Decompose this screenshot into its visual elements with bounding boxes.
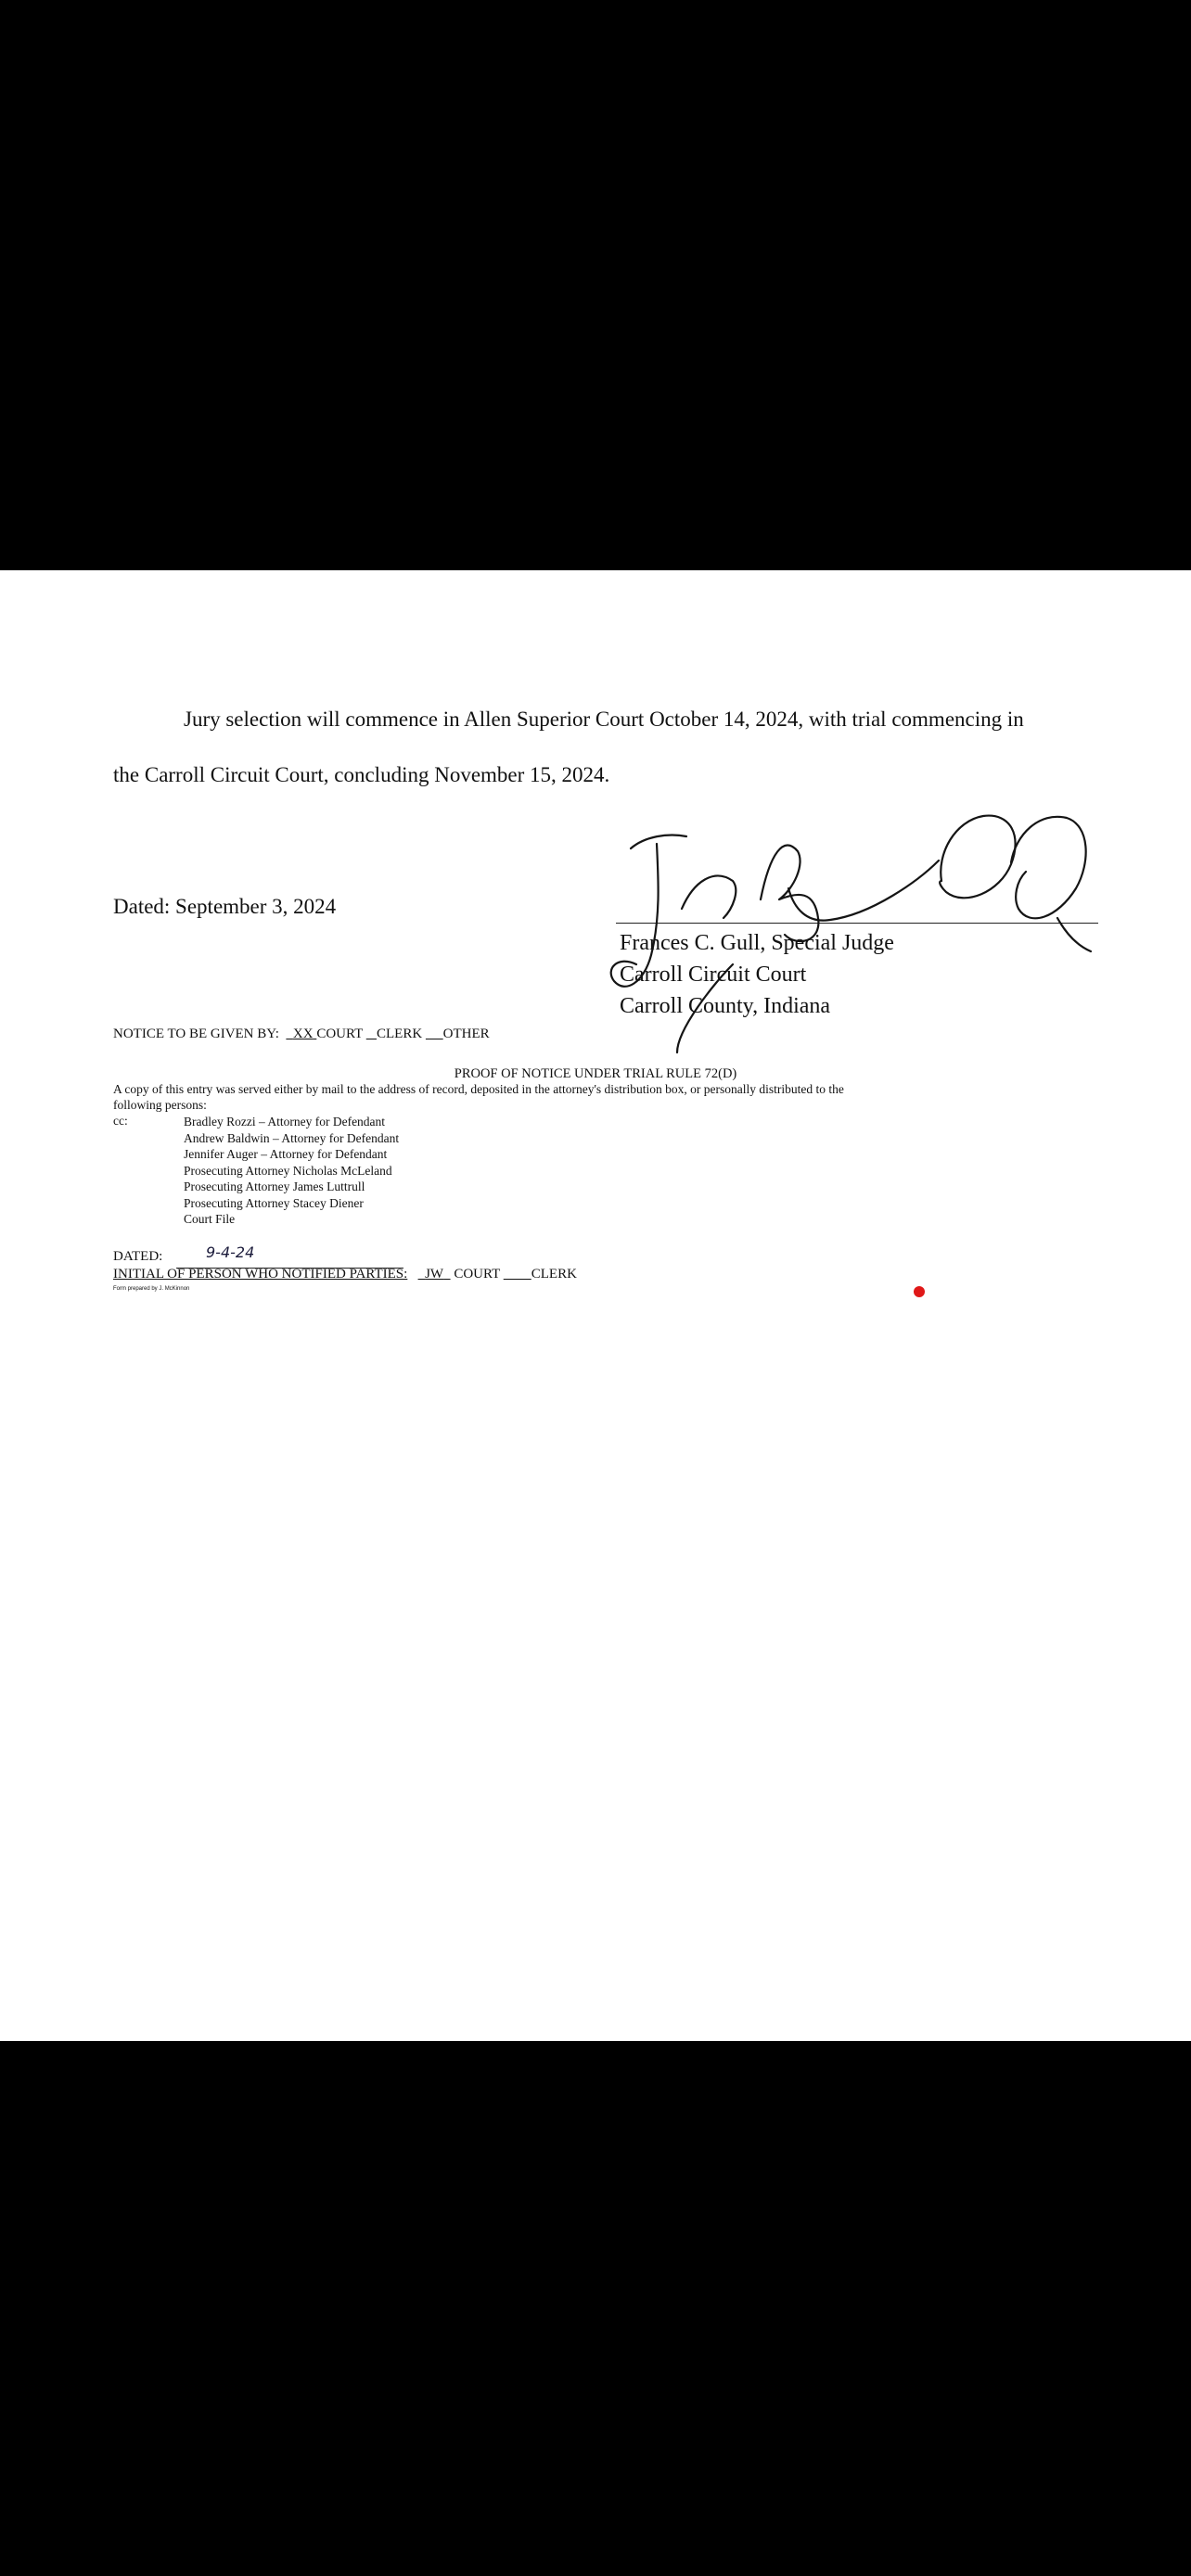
proof-copy-line-1: A copy of this entry was served either by mail to the address of record, deposited in the attorney's distribution box, or personally distributed to the	[113, 1082, 844, 1096]
judge-block	[620, 927, 894, 1022]
notice-other: OTHER	[442, 1027, 490, 1041]
red-dot-marker	[914, 1286, 925, 1297]
judge-county: Carroll County, Indiana	[620, 994, 831, 1018]
proof-title: PROOF OF NOTICE UNDER TRIAL RULE 72(D)	[454, 1066, 737, 1081]
initial-value: JW	[425, 1267, 444, 1282]
cc-recipient: Prosecuting Attorney James Luttrull	[184, 1180, 365, 1193]
proof-dated-label: DATED:	[113, 1249, 163, 1264]
cc-recipient: Bradley Rozzi – Attorney for Defendant	[184, 1115, 386, 1129]
notice-line	[113, 1027, 490, 1042]
proof-copy-line-2: following persons:	[113, 1098, 207, 1112]
cc-recipient: Jennifer Auger – Attorney for Defendant	[184, 1147, 388, 1161]
paragraph-line-1: Jury selection will commence in Allen Superior Court October 14, 2024, with trial commencing in	[184, 708, 1024, 731]
notice-court: COURT	[316, 1027, 363, 1041]
cc-recipient: Prosecuting Attorney Stacey Diener	[184, 1195, 364, 1210]
paragraph-line-2: the Carroll Circuit Court, concluding November 15, 2024.	[113, 763, 610, 786]
cc-recipient: Prosecuting Attorney Nicholas McLeland	[184, 1163, 392, 1178]
proof-dated-value: 9-4-24	[206, 1243, 255, 1261]
initial-label: INITIAL OF PERSON WHO NOTIFIED PARTIES:	[113, 1267, 408, 1282]
initial-court: COURT	[454, 1267, 500, 1282]
cc-recipient: Court File	[184, 1212, 236, 1226]
notice-clerk: CLERK	[377, 1027, 423, 1041]
judge-court: Carroll Circuit Court	[620, 963, 807, 987]
cc-recipient-list	[184, 1114, 399, 1228]
form-note: Form prepared by J. McKinnon	[113, 1286, 190, 1292]
initial-line	[113, 1267, 577, 1282]
document-page	[0, 570, 1191, 2041]
initial-clerk: CLERK	[531, 1267, 577, 1282]
notice-court-mark: XX	[292, 1027, 314, 1041]
cc-recipient: Andrew Baldwin – Attorney for Defendant	[184, 1130, 400, 1145]
notice-label: NOTICE TO BE GIVEN BY:	[113, 1027, 279, 1041]
cc-label: cc:	[113, 1114, 128, 1128]
judge-name: Frances C. Gull, Special Judge	[620, 931, 894, 955]
dated-line: Dated: September 3, 2024	[113, 895, 337, 918]
